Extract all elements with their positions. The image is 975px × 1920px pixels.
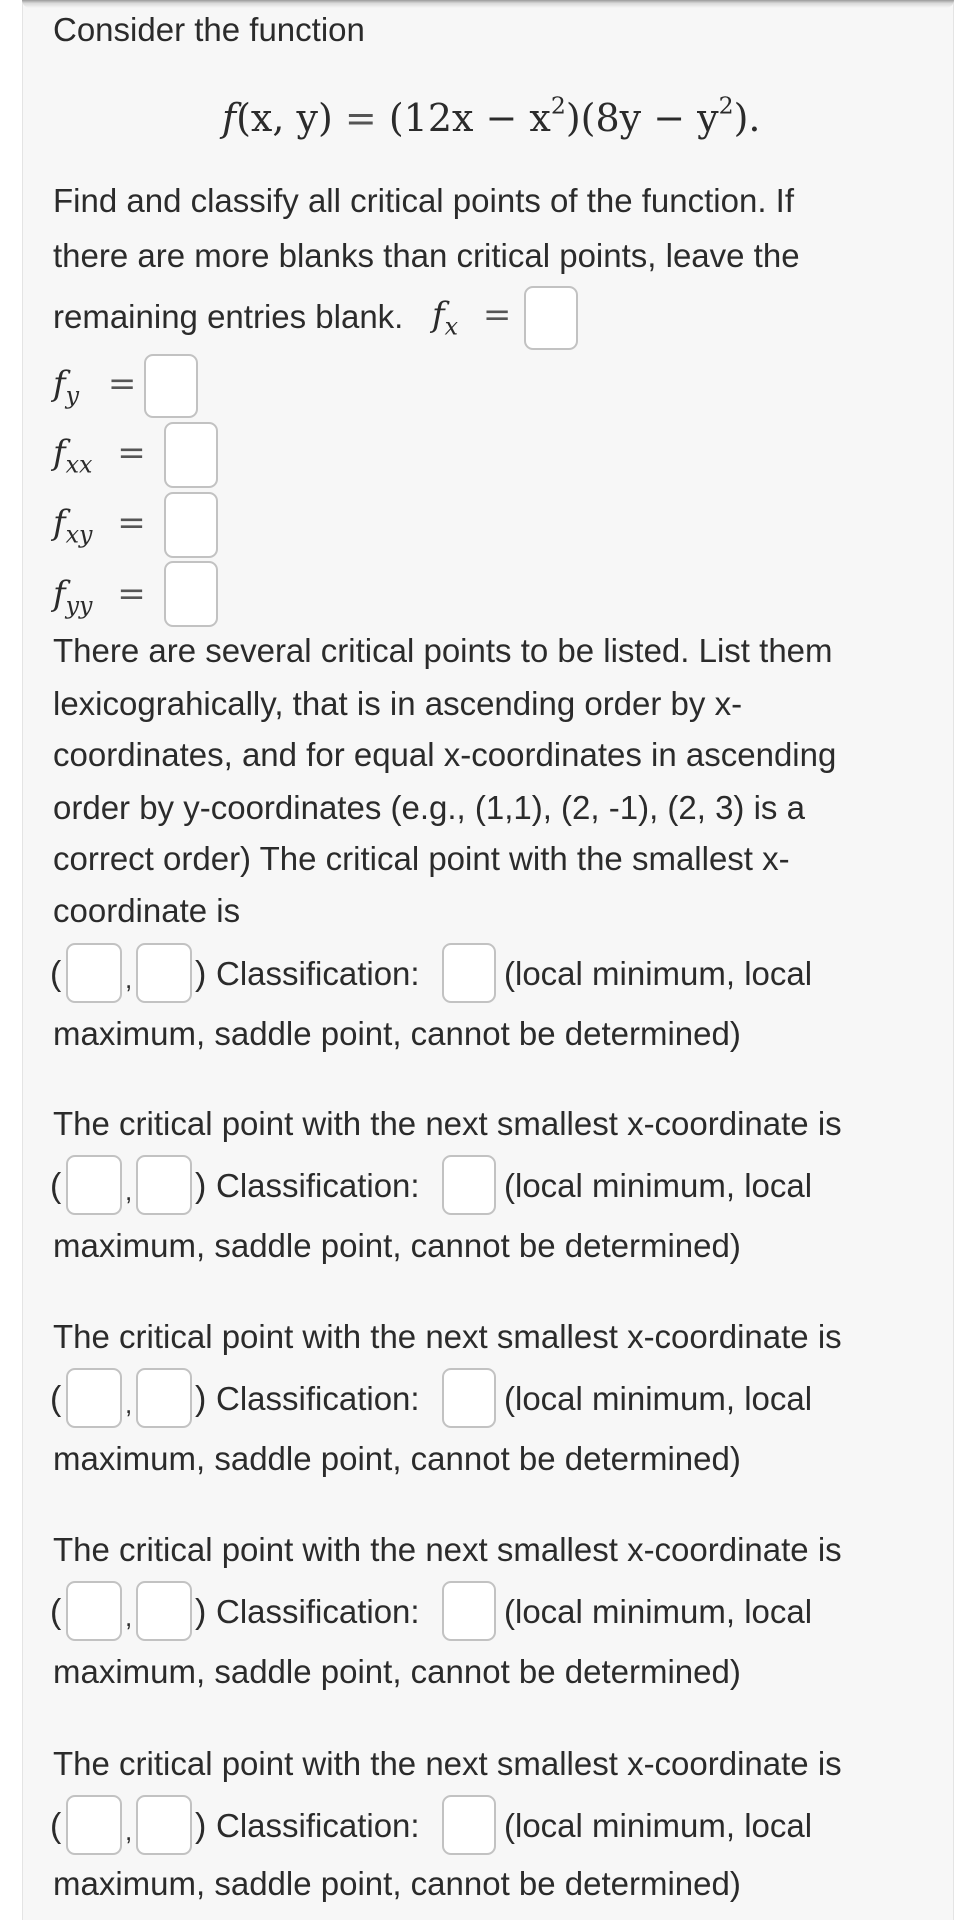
next-point-label: The critical point with the next smallest x-coordinate is	[53, 1105, 842, 1142]
classification-options-1: (local minimum, local	[504, 955, 813, 992]
partial-fxy-symbol: f	[53, 503, 66, 543]
fyy-input[interactable]	[164, 561, 218, 627]
function-exp-2: 2	[718, 91, 734, 120]
open-paren: (	[50, 1807, 62, 1845]
intro-text: Consider the function	[53, 11, 365, 48]
classification-label: Classification:	[216, 955, 420, 992]
open-paren: (	[50, 1380, 62, 1418]
point-2-x-input[interactable]	[66, 1155, 122, 1215]
partial-fxx-equals: =	[117, 433, 146, 473]
partial-fy-equals: =	[107, 364, 137, 404]
next-point-label: The critical point with the next smallest x-coordinate is	[53, 1745, 842, 1782]
comma: ,	[125, 964, 133, 994]
partial-fxy-subscript: xy	[65, 520, 93, 549]
partial-fy-symbol: f	[53, 364, 66, 404]
fxx-input[interactable]	[164, 422, 218, 488]
instructions-line-2: there are more blanks than critical points, leave the	[53, 237, 800, 274]
close-paren: )	[195, 955, 207, 993]
point-1-y-input[interactable]	[136, 943, 192, 1003]
function-factor-2: )(8y − y	[565, 96, 719, 140]
partial-fy-subscript: y	[65, 381, 80, 410]
point-4-classification-input[interactable]	[442, 1581, 496, 1641]
partial-fx-equals: =	[482, 295, 512, 335]
partial-fxx-subscript: xx	[65, 450, 93, 479]
list-text-line-1: There are several critical points to be listed. List them	[53, 632, 833, 669]
instructions-line-1: Find and classify all critical points of the function. If	[53, 182, 795, 219]
next-point-label: The critical point with the next smallest x-coordinate is	[53, 1318, 842, 1355]
fxy-input[interactable]	[164, 492, 218, 558]
function-end: ).	[733, 96, 761, 140]
classification-label: Classification:	[216, 1380, 420, 1417]
classification-label: Classification:	[216, 1807, 420, 1844]
list-text-line-4: order by y-coordinates (e.g., (1,1), (2, -1), (2, 3) is a	[53, 789, 805, 826]
point-1-x-input[interactable]	[66, 943, 122, 1003]
function-exp-1: 2	[550, 91, 566, 120]
open-paren: (	[50, 955, 62, 993]
function-equation	[222, 91, 761, 142]
point-4-y-input[interactable]	[136, 1581, 192, 1641]
comma: ,	[125, 1176, 133, 1206]
instructions-line-3: remaining entries blank.	[53, 298, 404, 335]
list-text-line-5: correct order) The critical point with the smallest x-	[53, 840, 790, 877]
classification-options-2: maximum, saddle point, cannot be determined)	[53, 1653, 741, 1690]
classification-options-2: maximum, saddle point, cannot be determined)	[53, 1440, 741, 1477]
function-equals: =	[344, 96, 377, 140]
partial-fxy-label	[53, 501, 146, 549]
close-paren: )	[195, 1593, 207, 1631]
function-args: (x, y)	[236, 96, 333, 140]
point-5-classification-input[interactable]	[442, 1795, 496, 1855]
close-paren: )	[195, 1380, 207, 1418]
partial-fxx-symbol: f	[53, 433, 66, 473]
classification-label: Classification:	[216, 1167, 420, 1204]
point-3-y-input[interactable]	[136, 1368, 192, 1428]
point-5-x-input[interactable]	[66, 1795, 122, 1855]
close-paren: )	[195, 1807, 207, 1845]
function-factor-1: (12x − x	[388, 96, 551, 140]
list-text-line-6: coordinate is	[53, 892, 241, 929]
point-3-classification-input[interactable]	[442, 1368, 496, 1428]
point-2-y-input[interactable]	[136, 1155, 192, 1215]
point-5-y-input[interactable]	[136, 1795, 192, 1855]
partial-fyy-symbol: f	[53, 574, 66, 614]
classification-options-1: (local minimum, local	[504, 1807, 813, 1844]
partial-fxx-label	[53, 431, 146, 479]
list-text-line-3: coordinates, and for equal x-coordinates in ascending	[53, 736, 837, 773]
partial-fxy-equals: =	[117, 503, 146, 543]
partial-fyy-subscript: yy	[65, 591, 93, 620]
classification-options-1: (local minimum, local	[504, 1593, 813, 1630]
list-text-line-2: lexicograhically, that is in ascending order by x-	[53, 685, 743, 722]
partial-fx-label	[432, 293, 512, 341]
card-top-edge	[22, 0, 954, 8]
classification-options-1: (local minimum, local	[504, 1380, 813, 1417]
open-paren: (	[50, 1167, 62, 1205]
function-name: f	[222, 96, 237, 140]
fy-input[interactable]	[144, 354, 198, 418]
point-2-classification-input[interactable]	[442, 1155, 496, 1215]
fx-input[interactable]	[524, 286, 578, 350]
close-paren: )	[195, 1167, 207, 1205]
point-1-classification-input[interactable]	[442, 943, 496, 1003]
partial-fx-symbol: f	[432, 295, 445, 335]
comma: ,	[125, 1389, 133, 1419]
comma: ,	[125, 1602, 133, 1632]
partial-fy-label	[53, 362, 137, 410]
classification-options-2: maximum, saddle point, cannot be determined)	[53, 1227, 741, 1264]
next-point-label: The critical point with the next smallest x-coordinate is	[53, 1531, 842, 1568]
partial-fyy-equals: =	[117, 574, 146, 614]
classification-options-1: (local minimum, local	[504, 1167, 813, 1204]
comma: ,	[125, 1816, 133, 1846]
classification-options-2: maximum, saddle point, cannot be determined)	[53, 1865, 741, 1902]
open-paren: (	[50, 1593, 62, 1631]
point-4-x-input[interactable]	[66, 1581, 122, 1641]
partial-fx-subscript: x	[444, 312, 459, 341]
classification-options-2: maximum, saddle point, cannot be determined)	[53, 1015, 741, 1052]
partial-fyy-label	[53, 572, 146, 620]
point-3-x-input[interactable]	[66, 1368, 122, 1428]
classification-label: Classification:	[216, 1593, 420, 1630]
